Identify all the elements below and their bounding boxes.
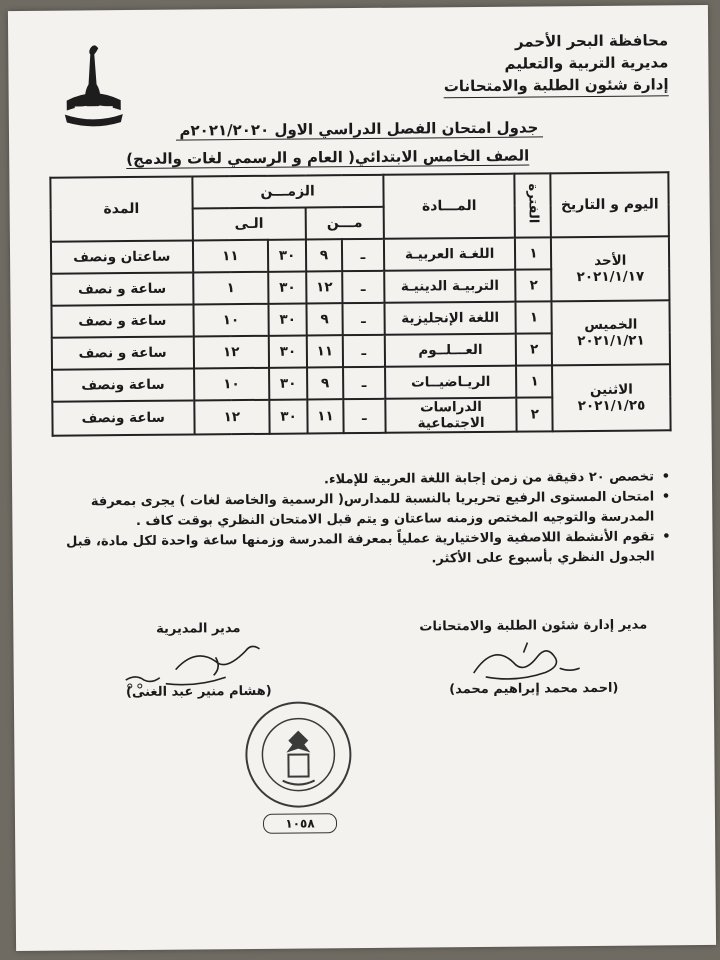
- to-hour-cell: ١٠: [193, 304, 269, 337]
- dash-cell: ـ: [343, 335, 385, 367]
- table-header-row: [50, 172, 668, 209]
- from-hour-cell: ١٢: [306, 271, 342, 303]
- day-cell: الأحد ٢٠٢١/١/١٧: [551, 236, 669, 301]
- header-time: الزمـــن: [192, 175, 384, 209]
- subject-cell: اللغـة العربيـة: [384, 238, 516, 271]
- duration-cell: ساعة و نصف: [51, 304, 193, 337]
- from-hour-cell: ١١: [307, 335, 343, 367]
- directorate-name: مديرية التربية والتعليم: [504, 53, 669, 73]
- note-item: • تخصص ٢٠ دقيقة من زمن إجابة اللغة العربية للإملاء.: [323, 469, 671, 488]
- letterhead: [443, 29, 668, 98]
- bullet-icon: •: [661, 469, 671, 485]
- dash-cell: ـ: [342, 239, 384, 271]
- day-cell: الخميس ٢٠٢١/١/٢١: [552, 300, 670, 365]
- grade-subtitle: الصف الخامس الابتدائي( العام و الرسمي لغات والدمج): [126, 146, 530, 169]
- period-cell: ٢: [516, 333, 552, 365]
- dash-cell: ـ: [342, 303, 384, 335]
- department-name: إدارة شئون الطلبة والامتحانات: [444, 73, 669, 98]
- to-hour-cell: ١٠: [194, 368, 270, 401]
- period-cell: ١: [516, 365, 552, 397]
- period-cell: ٢: [517, 397, 553, 431]
- to-hour-cell: ١١: [192, 240, 268, 273]
- to-minute-cell: ٣٠: [269, 335, 307, 367]
- schedule-title: جدول امتحان الفصل الدراسي الاول ٢٠٢١/٢٠٢٠م: [9, 117, 709, 142]
- period-cell: ١: [516, 301, 552, 333]
- official-seal-icon: [242, 698, 355, 811]
- subject-cell: اللغة الإنجليزية: [384, 302, 516, 335]
- note-item: • تقوم الأنشطة اللاصفية والاختيارية عملياً بمعرفة المدرسة وزمنها ساعة واحدة لكل مادة، قبل الجدول النظري بأسبوع على الأكثر.: [65, 529, 671, 567]
- duration-cell: ساعة ونصف: [52, 368, 194, 401]
- note-item: • امتحان المستوى الرفيع تحريريا بالنسبة للمدارس( الرسمية والخاصة لغات ) يجرى بمعرفة المدرسة والتوجيه المختص وزمنه ساعتان و يتم قبل الامتحان النظري بوقت كاف .: [90, 489, 671, 529]
- governorate-name: محافظة البحر الأحمر: [514, 31, 669, 51]
- subject-cell: الريـاضيــات: [385, 366, 517, 399]
- from-hour-cell: ٩: [306, 303, 342, 335]
- document-serial-number: ١٠٥٨: [263, 813, 337, 834]
- header-subject: المـــادة: [383, 174, 515, 239]
- director-signature-icon: [105, 639, 275, 692]
- director-name: (هشام منير عبد الغنى): [125, 683, 272, 701]
- from-hour-cell: ٩: [307, 367, 343, 399]
- table-row: [52, 364, 670, 401]
- notes-list: [52, 467, 673, 572]
- table-row: [51, 300, 669, 337]
- subject-cell: التربيـة الدينيـة: [384, 270, 516, 303]
- to-hour-cell: ١٢: [194, 400, 270, 435]
- to-minute-cell: ٣٠: [268, 239, 306, 271]
- document-page: [8, 5, 716, 951]
- department-director-title: مدير إدارة شئون الطلبة والامتحانات: [419, 617, 648, 635]
- to-minute-cell: ٣٠: [269, 399, 307, 433]
- duration-cell: ساعة ونصف: [52, 400, 194, 435]
- department-director-name: (احمد محمد إبراهيم محمد): [449, 680, 619, 698]
- to-hour-cell: ١: [193, 272, 269, 305]
- table-row: [51, 236, 669, 273]
- duration-cell: ساعة و نصف: [51, 272, 193, 305]
- dash-cell: ـ: [342, 271, 384, 303]
- to-minute-cell: ٣٠: [269, 367, 307, 399]
- from-hour-cell: ١١: [307, 399, 343, 433]
- to-minute-cell: ٣٠: [268, 271, 306, 303]
- header-to: الـى: [192, 207, 306, 240]
- director-title: مدير المديرية: [156, 621, 241, 637]
- to-minute-cell: ٣٠: [269, 303, 307, 335]
- bullet-icon: •: [662, 529, 671, 545]
- subject-cell: الدراسات الاجتماعية: [385, 398, 517, 433]
- directorate-logo-icon: [60, 40, 127, 131]
- to-hour-cell: ١٢: [193, 336, 269, 369]
- dash-cell: ـ: [343, 399, 385, 433]
- duration-cell: ساعتان ونصف: [51, 240, 193, 273]
- header-from: مـــن: [306, 207, 384, 240]
- bullet-icon: •: [661, 489, 671, 505]
- subject-cell: العـــلــوم: [385, 334, 517, 367]
- duration-cell: ساعة و نصف: [52, 336, 194, 369]
- department-director-signature-icon: [463, 638, 603, 687]
- header-day-date: اليوم و التاريخ: [551, 172, 669, 237]
- period-cell: ٢: [516, 269, 552, 301]
- from-hour-cell: ٩: [306, 239, 342, 271]
- day-cell: الاثنين ٢٠٢١/١/٢٥: [552, 364, 670, 431]
- header-period: الفترة: [515, 173, 551, 237]
- exam-schedule-table: [49, 171, 671, 436]
- period-cell: ١: [515, 237, 551, 269]
- dash-cell: ـ: [343, 367, 385, 399]
- header-duration: المدة: [50, 176, 192, 241]
